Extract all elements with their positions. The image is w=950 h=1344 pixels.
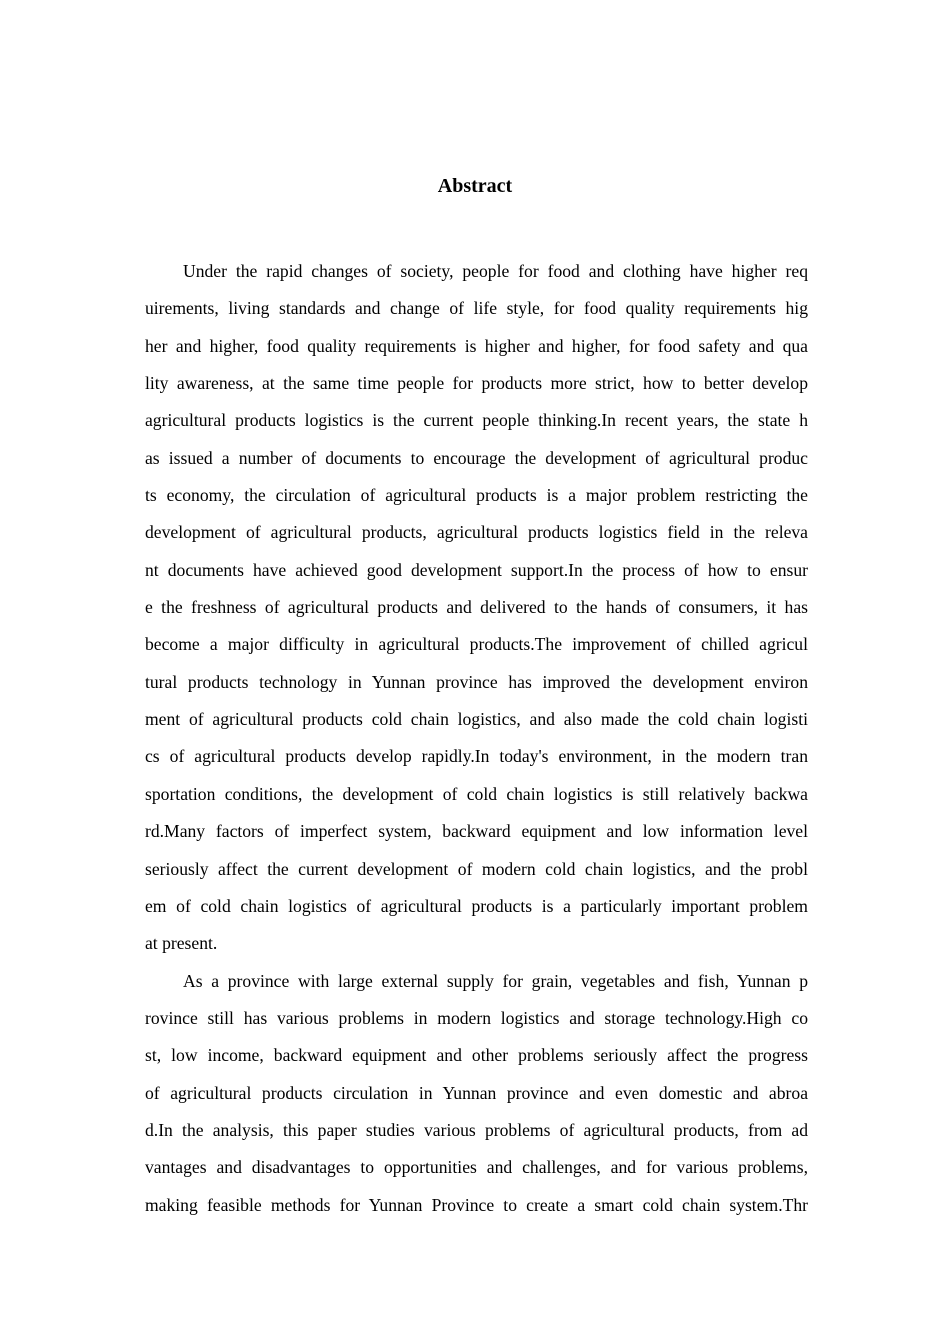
text-line: rovince still has various problems in modern logistics and storage technology.High co [145,1007,808,1028]
text-line: tural products technology in Yunnan province has improved the development environ [145,671,808,692]
text-line: As a province with large external supply for grain, vegetables and fish, Yunnan p [183,970,808,991]
text-line: st, low income, backward equipment and other problems seriously affect the progress [145,1045,808,1066]
text-line: d.In the analysis, this paper studies various problems of agricultural products, from ad [145,1119,808,1140]
text-line: e the freshness of agricultural products and delivered to the hands of consumers, it has [145,597,808,618]
text-line: agricultural products logistics is the current people thinking.In recent years, the state h [145,410,808,431]
text-line: vantages and disadvantages to opportunities and challenges, and for various problems, [145,1157,808,1178]
text-line: ts economy, the circulation of agricultural products is a major problem restricting the [145,485,808,506]
text-line: uirements, living standards and change of life style, for food quality requirements hig [145,298,808,319]
abstract-heading: Abstract [437,175,513,197]
text-line: rd.Many factors of imperfect system, backward equipment and low information level [145,821,808,842]
text-line: Under the rapid changes of society, people for food and clothing have higher req [183,261,808,281]
text-line: seriously affect the current development of modern cold chain logistics, and the probl [145,858,808,879]
text-line: at present. [145,933,218,954]
text-line: lity awareness, at the same time people for products more strict, how to better develop [145,373,808,394]
text-line: development of agricultural products, agricultural products logistics field in the releva [145,522,808,543]
text-line: ment of agricultural products cold chain logistics, and also made the cold chain logisti [145,709,808,730]
text-line: of agricultural products circulation in Yunnan province and even domestic and abroa [145,1082,808,1103]
text-line: become a major difficulty in agricultural products.The improvement of chilled agricul [145,634,808,655]
text-line: em of cold chain logistics of agricultural products is a particularly important problem [145,895,808,916]
text-line: as issued a number of documents to encourage the development of agricultural produc [145,447,808,468]
text-line: cs of agricultural products develop rapidly.In today's environment, in the modern tran [145,746,808,767]
text-line: sportation conditions, the development of cold chain logistics is still relatively backwa [145,783,808,804]
text-line: her and higher, food quality requirements is higher and higher, for food safety and qua [145,335,808,356]
text-line: making feasible methods for Yunnan Province to create a smart cold chain system.Thr [145,1194,808,1215]
paragraph-2 [145,963,808,1224]
abstract-body [145,253,808,1224]
paragraph-1 [145,253,808,963]
text-line: nt documents have achieved good development support.In the process of how to ensur [145,559,808,580]
